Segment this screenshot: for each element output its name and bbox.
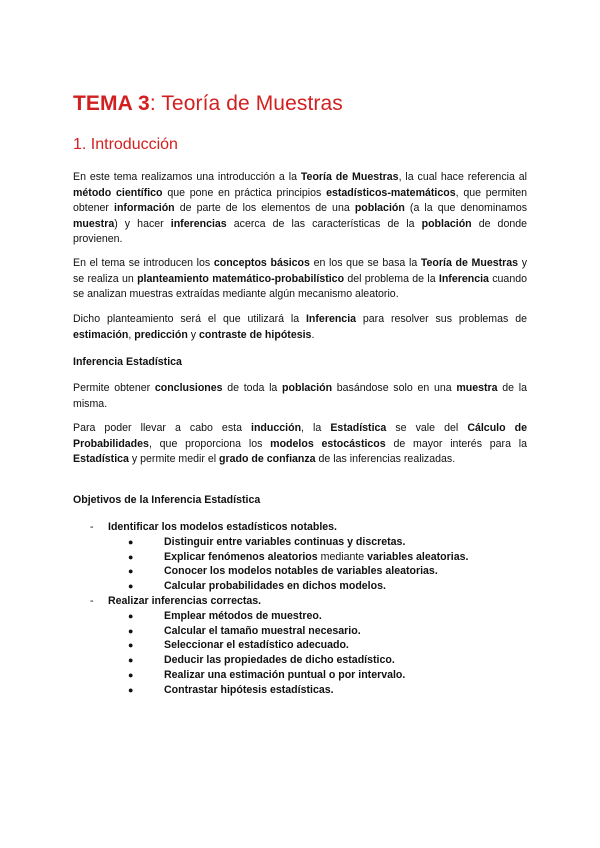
bold-term: Estadística (330, 422, 387, 434)
intro-paragraph-1 (73, 170, 527, 248)
text-run: , la cual hace referencia al (398, 171, 527, 183)
bold-term: inducción (251, 422, 302, 434)
sub-objective-item (128, 668, 530, 683)
sub-objective-text: Explicar fenómenos aleatorios (164, 550, 318, 563)
bold-term: conceptos básicos (213, 257, 310, 269)
sub-objective-text-end: variables aleatorias. (367, 550, 469, 563)
text-run: , (128, 328, 135, 341)
bold-term: estimación (73, 328, 129, 341)
objectives-list (90, 520, 530, 698)
bold-term: grado de confianza (219, 453, 316, 466)
text-run: acerca de las características de la (226, 217, 422, 230)
sub-objective-text: Conocer los modelos notables de variables aleatorias. (164, 565, 438, 578)
bold-term: Estadística (73, 453, 129, 466)
page-title (73, 92, 343, 116)
sub-objective-text: Emplear métodos de muestreo. (164, 609, 322, 622)
bold-term: planteamiento matemático-probabilístico (137, 272, 345, 285)
text-run: para resolver sus problemas de (356, 313, 527, 325)
sub-objective-connector: mediante (317, 550, 368, 563)
subheading-inferencia: Inferencia Estadística (73, 356, 182, 368)
bullet-icon: ● (128, 669, 134, 680)
bold-term: población (421, 217, 472, 230)
sub-objective-item (128, 564, 530, 579)
intro-paragraph-2 (73, 256, 527, 303)
intro-paragraph-3 (73, 312, 527, 343)
dash-bullet: - (90, 521, 94, 533)
sub-objective-item (128, 609, 530, 624)
text-run: Dicho planteamiento será el que utilizará la (73, 313, 306, 325)
text-run: del problema de la (344, 272, 439, 285)
text-run: En el tema se introducen los (73, 257, 214, 269)
sub-objective-item (128, 579, 530, 594)
bullet-icon: ● (128, 536, 134, 547)
objective-item (90, 520, 530, 594)
bullet-icon: ● (128, 655, 134, 666)
text-run: , que permiten obtener (73, 186, 527, 215)
sub-objective-item (128, 535, 530, 550)
text-run: , la (301, 422, 331, 434)
text-run: , que proporciona los (148, 437, 271, 450)
bullet-icon: ● (128, 610, 134, 621)
bold-term: Cálculo de Probabilidades (73, 422, 527, 450)
sub-objective-text: Seleccionar el estadístico adecuado. (164, 639, 349, 652)
text-run: basándose solo en una (332, 382, 457, 394)
bold-term: Teoría de Muestras (420, 257, 519, 269)
text-run: se vale del (386, 422, 468, 434)
bold-term: información (114, 202, 175, 215)
sub-objective-text: Calcular probabilidades en dichos modelos. (164, 580, 386, 593)
objective-label: Realizar inferencias correctas. (108, 594, 262, 607)
bold-term: Inferencia (438, 272, 489, 285)
sub-objective-text: Realizar una estimación puntual o por intervalo. (164, 668, 406, 681)
sub-objective-text: Deducir las propiedades de dicho estadístico. (164, 654, 395, 667)
subheading-objetivos: Objetivos de la Inferencia Estadística (73, 494, 261, 506)
objective-item (90, 594, 530, 698)
sub-objective-item (128, 638, 530, 653)
bold-term: población (282, 382, 333, 394)
sub-objective-item (128, 653, 530, 668)
bold-term: estadísticos-matemáticos (326, 186, 456, 199)
text-run: (a la que denominamos (404, 202, 528, 215)
bold-term: inferencias (170, 217, 227, 230)
bullet-icon: ● (128, 551, 134, 562)
inferencia-paragraph-2 (73, 421, 527, 468)
text-run: Para poder llevar a cabo esta (73, 422, 252, 434)
text-run: en los que se basa la (309, 257, 421, 269)
section-heading: 1. Introducción (73, 136, 178, 153)
sub-objectives-list (108, 535, 530, 594)
text-run: . (311, 328, 315, 341)
bullet-icon: ● (128, 640, 134, 651)
text-run: de la misma. (73, 382, 527, 410)
text-run: En este tema realizamos una introducción a la (73, 171, 301, 183)
bold-term: muestra (73, 217, 115, 230)
text-run: y permite medir el (128, 453, 220, 466)
text-run: Permite obtener (73, 382, 155, 394)
text-run: ) y hacer (114, 217, 171, 230)
bullet-icon: ● (128, 625, 134, 636)
bold-term: Teoría de Muestras (300, 171, 399, 183)
bold-term: muestra (456, 382, 498, 394)
bold-term: contraste de hipótesis (199, 328, 312, 341)
bold-term: método científico (73, 186, 163, 199)
sub-objective-item (128, 624, 530, 639)
text-run: y (187, 328, 199, 341)
sub-objective-item (128, 550, 530, 565)
bold-term: población (354, 202, 405, 215)
sub-objective-item (128, 683, 530, 698)
sub-objective-text: Calcular el tamaño muestral necesario. (164, 624, 361, 637)
text-run: de donde provienen. (73, 217, 528, 246)
text-run: que pone en práctica principios (162, 186, 327, 199)
objective-label: Identificar los modelos estadísticos notables. (108, 521, 338, 533)
text-run: de mayor interés para la (385, 437, 527, 450)
bold-term: predicción (134, 328, 188, 341)
text-run: de las inferencias realizadas. (315, 453, 456, 466)
text-run: de toda la (222, 382, 283, 394)
title-text: : Teoría de Muestras (149, 92, 343, 115)
text-run: y se realiza un (73, 257, 527, 285)
title-number: TEMA 3 (73, 92, 150, 115)
text-run: cuando se analizan muestras extraídas mediante algún mecanismo aleatorio. (73, 272, 527, 301)
bullet-icon: ● (128, 684, 134, 695)
sub-objectives-list (108, 609, 530, 698)
sub-objective-text: Contrastar hipótesis estadísticas. (164, 683, 334, 696)
text-run: de parte de los elementos de una (174, 202, 355, 215)
bold-term: modelos estocásticos (270, 437, 386, 450)
dash-bullet: - (90, 594, 94, 607)
sub-objective-text: Distinguir entre variables continuas y discretas. (164, 535, 406, 548)
bold-term: Inferencia (305, 313, 357, 325)
bullet-icon: ● (128, 566, 134, 577)
bold-term: conclusiones (154, 382, 223, 394)
inferencia-paragraph-1 (73, 381, 527, 412)
bullet-icon: ● (128, 581, 134, 592)
